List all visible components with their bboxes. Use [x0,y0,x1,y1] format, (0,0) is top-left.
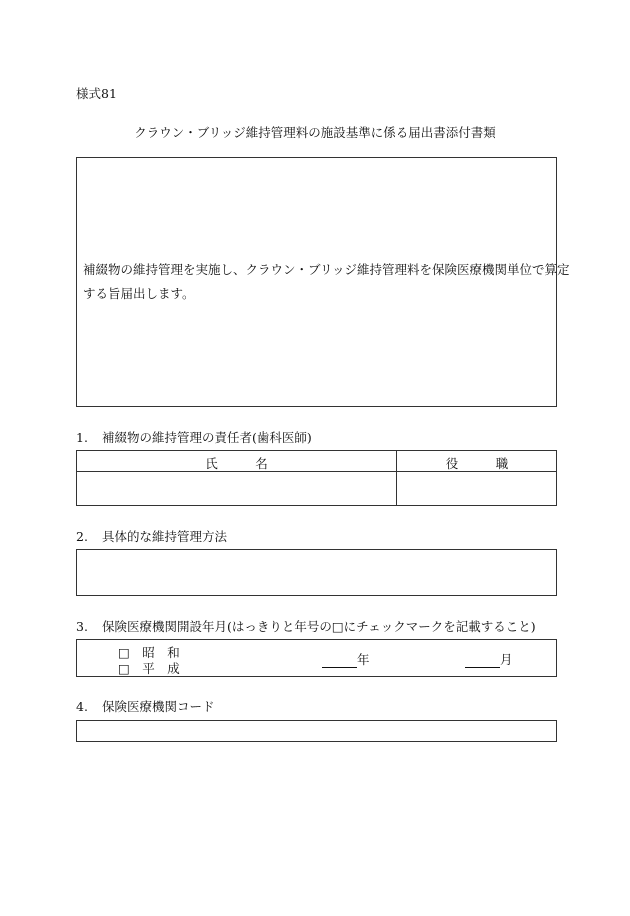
institution-code-field[interactable] [76,720,557,742]
maintenance-method-field[interactable] [76,549,557,596]
column-header-position: 役 職 [445,456,509,471]
responsible-person-table [76,450,557,506]
section-2-number: 2. [76,529,88,544]
section-4-label: 保険医療機関コード [101,699,215,714]
establishment-date-box [76,639,557,677]
era-option-showa[interactable]: □ 昭 和 [118,645,180,660]
declaration-line-2: する旨届出します。 [83,286,195,301]
era-option-heisei[interactable]: □ 平 成 [118,661,180,676]
section-1-heading [76,428,312,446]
year-field[interactable] [322,650,370,668]
section-1-label: 補綴物の維持管理の責任者(歯科医師) [101,430,312,445]
section-1-number: 1. [76,430,88,445]
form-number: 様式81 [76,86,117,101]
section-2-label: 具体的な維持管理方法 [101,529,227,544]
declaration-line-1: 補綴物の維持管理を実施し、クラウン・ブリッジ維持管理料を保険医療機関単位で算定 [83,262,570,277]
column-header-name: 氏 名 [205,456,268,471]
month-field[interactable] [465,650,513,668]
declaration-box [76,157,570,407]
section-3-number: 3. [76,619,88,634]
month-suffix: 月 [500,652,513,667]
year-suffix: 年 [357,652,370,667]
section-4-heading [76,697,214,715]
section-4-number: 4. [76,699,88,714]
name-field[interactable] [78,472,396,505]
position-field[interactable] [397,472,556,505]
section-3-label: 保険医療機関開設年月(はっきりと年号の□にチェックマークを記載すること) [101,619,536,634]
section-2-heading [76,527,227,545]
document-title: クラウン・ブリッジ維持管理料の施設基準に係る届出書添付書類 [134,125,496,140]
section-3-heading [76,617,536,635]
